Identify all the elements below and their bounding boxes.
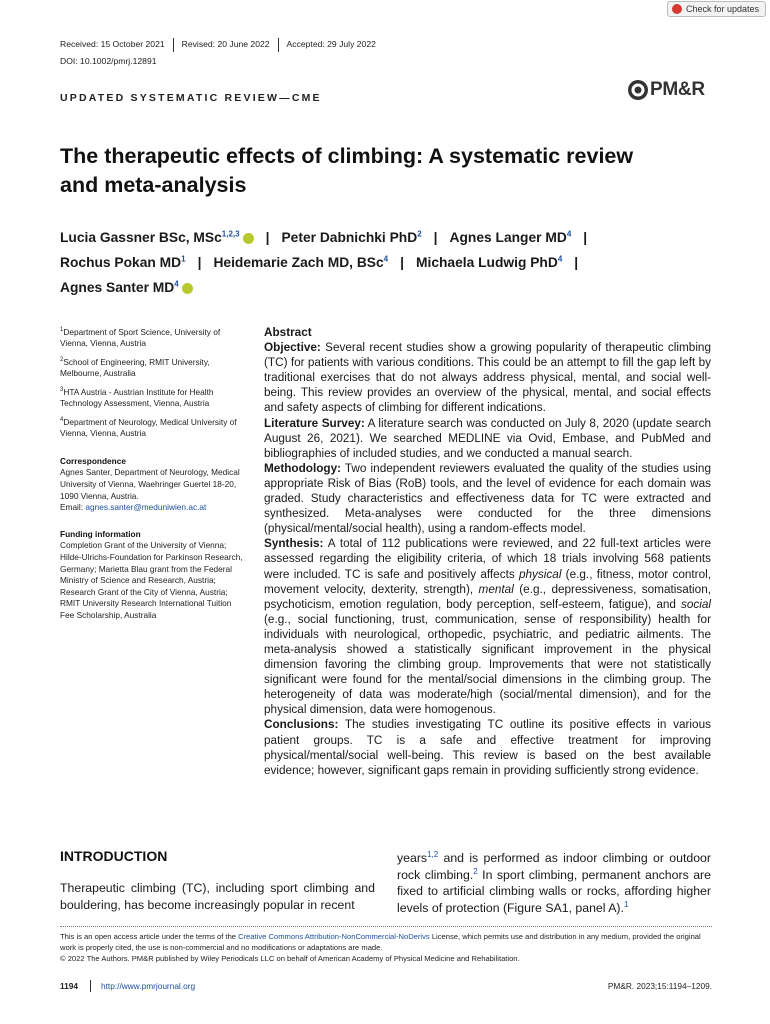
affiliation-item: $^2$School of Engineering, RMIT University, Melbourne, Australia (60, 356, 210, 379)
side-column (60, 325, 244, 622)
author-name: Michaela Ludwig PhD (416, 255, 558, 270)
author-affil-sup: 1,2,3 (221, 229, 240, 239)
check-updates-label: Check for updates (686, 4, 760, 14)
intro-heading: INTRODUCTION (60, 848, 168, 864)
intro-right-text: years$^{1,2}$ and is performed as indoor climbing or outdoor rock climbing.$^2$ In sport climbing, permanent anchors are fixed to artificial climbing walls or rocks, affording higher levels of protection (Figure SA1, panel A).$^1$ (397, 849, 711, 915)
affiliation-list (60, 325, 244, 440)
accepted-date: Accepted: 29 July 2022 (286, 39, 376, 50)
author-affil-sup: 4 (383, 254, 389, 264)
abstract-heading: Abstract (264, 326, 312, 339)
funding-heading: Funding information (60, 528, 141, 539)
citation: PM&R. 2023;15:1194–1209. (607, 981, 712, 991)
journal-url[interactable]: http://www.pmrjournal.org (101, 981, 196, 991)
copyright: © 2022 The Authors. PM&R published by Wiley Periodicals LLC on behalf of American Academy of Physical Medicine and Rehabilitation. (60, 954, 520, 963)
check-updates-icon (672, 4, 682, 14)
page-number: 1194 (60, 981, 78, 991)
abstract-synthesis: Synthesis: A total of 112 publications were reviewed, and 22 full-text articles were assessed regarding the eligibility criteria, of which 18 trials involving 568 patients were included. TC is safe and positively affects physical (e.g., fitness, motor control, movement velocity, dexterity, strength), mental (e.g., depressiveness, somatisation, psychoticism, emotion regulation, body perception, self-esteem, fatigue), and social (e.g., social functioning, trust, communication, sense of responsibility) health for individuals with neurological, orthopedic, psychiatric, and pediatric ailments. The meta-analysis showed a statistically significant improvement in the physical dimension favoring the climbing group. Improvements that were not statistically significant were found for the mental/social dimensions in the climbing group. The heterogeneity of data was moderate/high (social/mental dimension), and for the physical dimension, data were homogenous. (264, 537, 711, 717)
correspondence (60, 456, 244, 514)
author-name: Agnes Langer MD (449, 230, 567, 245)
abstract-survey: Literature Survey: A literature search was conducted on July 8, 2020 (update search August 26, 2021). We searched MEDLINE via Ovid, Embase, and PubMed and bibliographies of included studies, and we conducted a manual search. (264, 416, 711, 460)
funding (60, 529, 244, 622)
author-name: Lucia Gassner BSc, MSc (60, 230, 222, 245)
author-line-3 (60, 275, 740, 300)
revised-date: Revised: 20 June 2022 (181, 39, 270, 50)
author-line-2: Rochus Pokan $MD^1$ | Heidemarie Zach MD, BSc$^4$ | Michaela Ludwig PhD$^4$ | (60, 254, 579, 270)
affiliation-item: $^4$Department of Neurology, Medical University of Vienna, Vienna, Austria (60, 416, 237, 439)
author-name: Peter Dabnichki PhD (281, 230, 418, 245)
license-text: This is an open access article under the terms of the Creative Commons Attribution-NonCommercial-NoDerivs License, which permits use and distribution in any medium, provided the original work is properly cited, the use is non-commercial and no modifications or adaptations are made. (60, 932, 701, 952)
received-date: Received: 15 October 2021 (60, 39, 165, 50)
affiliation-item: $^1$Department of Sport Science, University of Vienna, Vienna, Austria (60, 326, 221, 349)
citation-sup[interactable]: 1,2 (427, 849, 439, 859)
orcid-icon[interactable] (243, 233, 254, 244)
funding-text: Completion Grant of the University of Vienna; Hilde-Ulrichs-Foundation for Parkinson Research, Germany; Marietta Blau grant from the Federal Ministry of Science and Research, Austria; Research Grant of the City of Vienna, Austria; RMIT University Research International Tuition Fee Scholarship, Australia (60, 540, 243, 620)
license-link[interactable]: Creative Commons Attribution-NonCommercial-NoDerivs (238, 932, 430, 941)
journal-logo (627, 79, 705, 101)
journal-logo-icon (627, 79, 649, 101)
affiliation-item: $^3$HTA Austria - Austrian Institute for Health Technology Assessment, Vienna, Austria (60, 386, 214, 409)
intro-left-text: Therapeutic climbing (TC), including sport climbing and bouldering, has become increasingly popular in recent (60, 881, 375, 912)
author-affil-sup: 1 (181, 254, 186, 264)
section-label: UPDATED SYSTEMATIC REVIEW—CME (60, 92, 322, 104)
author-affil-sup: 4 (566, 229, 572, 239)
journal-logo-text: PM&R (650, 79, 705, 100)
author-name: Rochus Pokan MD (60, 255, 182, 270)
title-line-2: and meta-analysis (60, 173, 247, 197)
author-affil-sup: 4 (557, 254, 563, 264)
author-affil-sup: 4 (174, 279, 179, 289)
author-name: Heidemarie Zach MD, BSc (213, 255, 384, 270)
correspondence-heading: Correspondence (60, 455, 126, 466)
page-footer (60, 980, 712, 992)
license-note (60, 931, 712, 964)
abstract (264, 325, 711, 778)
dates-line (60, 38, 376, 52)
footer-divider (60, 926, 712, 927)
abstract-conclusions: Conclusions: The studies investigating TC outline its positive effects in various patient groups. TC is a safe and effective treatment for improving physical/mental/social well-being. This review is based on the best available evidence; however, significant gaps remain in providing sufficiently strong evidence. (264, 718, 711, 777)
author-list (60, 225, 740, 300)
divider (90, 980, 91, 992)
divider (173, 38, 174, 52)
citation-sup[interactable]: 2 (473, 866, 478, 876)
correspondence-email: Email: agnes.santer@meduniwien.ac.at (60, 502, 207, 513)
abstract-methodology: Methodology: Two independent reviewers evaluated the quality of the studies using appropriate Risk of Bias (RoB) tools, and the level of evidence for each domain was graded. Study characteristics and effectiveness data for TC were extracted and synthesized. Meta-analyses were conducted for the three dimensions (physical/mental/social health), using a random-effects model. (264, 461, 711, 536)
orcid-icon[interactable] (182, 283, 193, 294)
doi[interactable]: DOI: 10.1002/pmrj.12891 (60, 56, 157, 66)
email-link[interactable]: agnes.santer@meduniwien.ac.at (85, 502, 207, 513)
author-line-1: Lucia Gassner BSc, MSc$^{1,2,3}$ | Peter Dabnichki PhD$^2$ | Agnes Langer $MD^4$ | (60, 229, 588, 245)
title-line-1: The therapeutic effects of climbing: A systematic review (60, 144, 634, 168)
correspondence-text: Agnes Santer, Department of Neurology, Medical University of Vienna, Waehringer Guertel 18-20, 1090 Vienna, Austria. (60, 467, 240, 501)
citation-sup[interactable]: 1 (623, 899, 629, 909)
author-affil-sup: 2 (417, 229, 422, 239)
divider (278, 38, 279, 52)
author-name: Agnes Santer MD (60, 280, 175, 295)
abstract-objective: Objective: Several recent studies show a growing popularity of therapeutic climbing (TC) for patients with various conditions. This could be an attempt to fill the gap left by traditional exercises that do not always address physical, mental, and social well-being. This review provides an overview of the physical, mental, and social effects and safety aspects of climbing for different indications. (264, 341, 711, 415)
paper-title (60, 142, 720, 200)
check-for-updates-button[interactable] (667, 1, 766, 17)
